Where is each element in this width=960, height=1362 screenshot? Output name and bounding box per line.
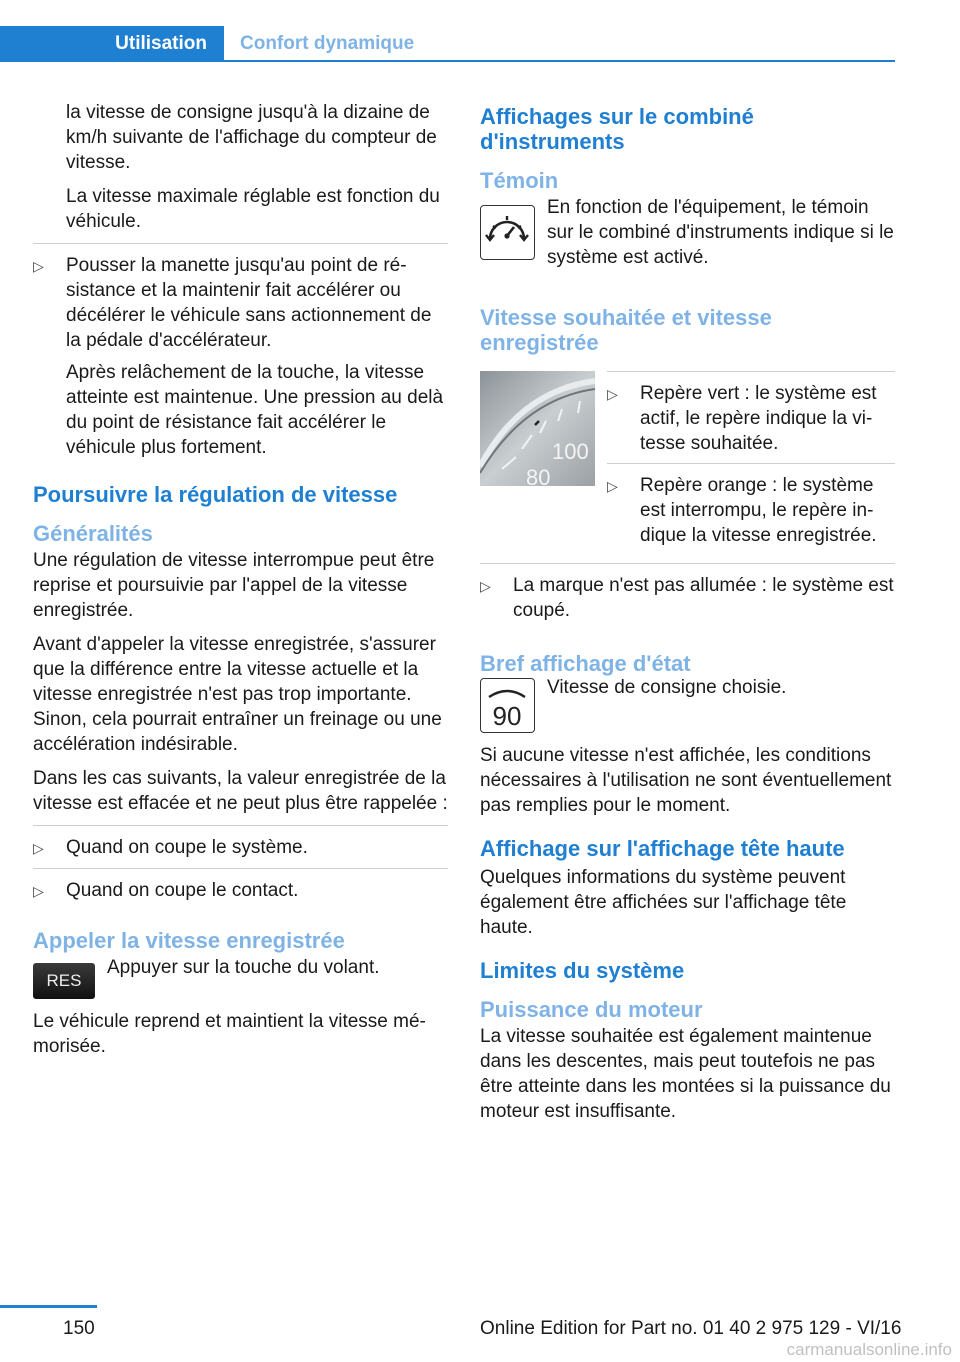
subsection-heading: Vitesse souhaitée et vitesse enregistrée [480,305,772,355]
left-column [33,100,448,1068]
right-column [480,100,895,1133]
triangle-bullet-icon: ▷ [33,258,44,274]
header-rule [0,60,895,62]
watermark: carmanualsonline.info [786,1340,952,1359]
divider [607,463,895,464]
divider [33,243,448,244]
speed-90-icon [480,678,535,733]
gauge-list [607,371,895,555]
paragraph: Après relâchement de la touche, la vitesse atteinte est maintenue. Une pression au delà du point de résistance fait accélérer le véhicule plus fortement. [66,362,444,458]
paragraph: Une régulation de vitesse interrompue peut être reprise et poursuivie par l'appel de la vitesse enregistrée. [33,550,435,621]
footer-rule [0,1305,97,1308]
res-button-icon: RES [33,963,95,999]
paragraph: La vitesse maximale réglable est fonction du véhicule. [66,186,440,232]
subsection-heading: Bref affichage d'état [480,651,691,676]
divider [33,825,448,826]
paragraph: Appuyer sur la touche du volant. [107,957,380,978]
section-heading: Affichages sur le combiné d'instruments [480,104,754,154]
subsection-heading: Témoin [480,168,559,193]
triangle-bullet-icon: ▷ [33,883,44,899]
triangle-bullet-icon: ▷ [607,386,618,402]
tab-label: Utilisation [115,33,207,54]
paragraph: Avant d'appeler la vitesse enregistrée, s'assurer que la différence entre la vitesse actuelle et la vitesse enregistrée n'est pas trop importante. Sinon, cela pourrait entraîner un freinage ou une accélération indésirable. [33,634,442,755]
section-heading: Affichage sur l'affichage tête haute [480,836,845,861]
subsection-heading: Puissance du moteur [480,997,703,1022]
tab-confort-dynamique[interactable] [240,26,414,62]
divider [480,563,895,564]
list-item: ▷ Quand on coupe le système. [33,835,448,861]
edition-text: Online Edition for Part no. 01 40 2 975 129 - VI/16 [480,1318,902,1339]
res-row [33,957,448,999]
paragraph: Quelques informations du système peuvent également être affichées sur l'affichage tête haute. [480,867,847,938]
list-item: ▷ La marque n'est pas allumée : le système est coupé. [480,575,894,621]
triangle-bullet-icon: ▷ [480,578,491,594]
bref-row [480,678,895,733]
list-item: ▷ Pousser la manette jusqu'au point de résistance et la maintenir fait accélérer ou décélérer le véhicule sans actionnement de la pédale d'accélérateur. [33,255,432,351]
triangle-bullet-icon: ▷ [607,478,618,494]
section-heading: Poursuivre la régulation de vitesse [33,482,398,507]
speedometer-image [480,371,595,486]
triangle-bullet-icon: ▷ [33,840,44,856]
page-number: 150 [63,1318,95,1339]
paragraph: Si aucune vitesse n'est affichée, les conditions nécessaires à l'utilisation ne sont éventuellement pas remplies pour le moment. [480,745,892,816]
paragraph: Le véhicule reprend et maintient la vitesse mémorisée. [33,1011,426,1057]
subsection-heading: Généralités [33,521,153,546]
section-heading: Limites du système [480,958,685,983]
tab-label: Confort dynamique [240,33,415,54]
gauge-label: 80 [526,465,551,486]
list-item: ▷ Repère orange : le système est interrompu, le repère indique la vitesse enregistrée. [607,475,877,546]
paragraph: En fonction de l'équipement, le témoin sur le combiné d'instruments indique si le système est activé. [547,197,894,268]
divider [607,371,895,372]
list-item: ▷ Repère vert : le système est actif, le repère indique la vitesse souhaitée. [607,383,877,454]
cruise-control-indicator-icon [480,205,535,260]
temoin-row [480,195,895,279]
paragraph: la vitesse de consigne jusqu'à la dizaine de km/h suivante de l'affichage du compteur de vitesse. [66,102,437,173]
paragraph: Vitesse de consigne choisie. [547,677,787,698]
gauge-row [480,371,895,555]
list-item: ▷ Quand on coupe le contact. [33,878,448,904]
speed-value: 90 [492,701,522,731]
tab-utilisation[interactable] [0,26,224,62]
gauge-label: 100 [552,439,589,464]
divider [33,868,448,869]
paragraph: La vitesse souhaitée est également maintenue dans les descentes, mais peut toutefois ne pas être atteinte dans les montées si la puissance du moteur est insuffisante. [480,1026,891,1122]
paragraph: Dans les cas suivants, la valeur enregistrée de la vitesse est effacée et ne peut plus être rappelée : [33,768,448,814]
subsection-heading: Appeler la vitesse enregistrée [33,928,345,953]
